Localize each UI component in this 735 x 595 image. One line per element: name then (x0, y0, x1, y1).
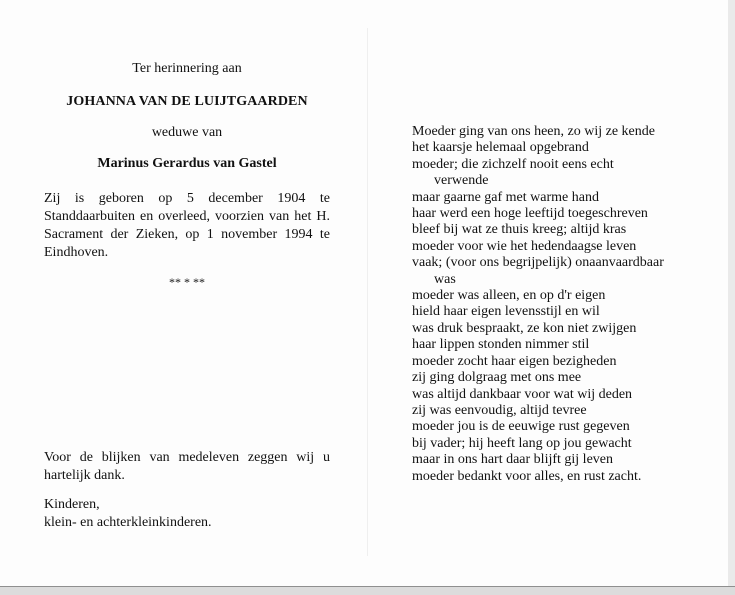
poem-line: was altijd dankbaar voor wat wij deden (412, 386, 633, 402)
card-bottom-line (0, 586, 735, 587)
family-signature (44, 496, 330, 532)
poem-line: hield haar eigen levensstijl en wil (412, 304, 600, 320)
poem-line: moeder was alleen, en op d'r eigen (412, 288, 606, 304)
poem-line: maar gaarne gaf met warme hand (412, 189, 599, 205)
poem-line: haar werd een hoge leeftijd toegeschreven (412, 206, 648, 222)
grandchildren-line: klein- en achterkleinkinderen. (44, 515, 212, 530)
poem-line: moeder jou is de eeuwige rust gegeven (412, 419, 630, 435)
poem-line: moeder; die zichzelf nooit eens echt (412, 156, 614, 172)
poem (412, 124, 712, 485)
biography-text: Zij is geboren op 5 december 1904 te Standdaarbuiten en overleed, voorzien van het H. Sacrament der Zieken, op 1 november 1994 te Eindhoven. (44, 191, 330, 260)
thanks-text: Voor de blijken van medeleven zeggen wij u hartelijk dank. (44, 450, 330, 483)
husband-name: Marinus Gerardus van Gastel (97, 156, 277, 171)
deceased-name: JOHANNA VAN DE LUIJTGAARDEN (66, 94, 308, 109)
poem-line: zij ging dolgraag met ons mee (412, 370, 582, 386)
left-page (44, 60, 330, 291)
page-fold (367, 28, 368, 556)
poem-line: haar lippen stonden nimmer stil (412, 337, 590, 353)
poem-line: Moeder ging van ons heen, zo wij ze kende (412, 124, 655, 139)
poem-line: was druk bespraakt, ze kon niet zwijgen (412, 320, 637, 336)
card-right-edge (728, 0, 735, 595)
widow-text: weduwe van (151, 125, 223, 140)
poem-line: verwende (434, 173, 489, 189)
star-separator: ** * ** (169, 275, 205, 289)
children-line: Kinderen, (44, 497, 100, 512)
poem-line: het kaarsje helemaal opgebrand (412, 140, 589, 156)
poem-line: moeder voor wie het hedendaagse leven (412, 238, 637, 254)
card-bottom-edge (0, 586, 735, 595)
poem-line: moeder bedankt voor alles, en rust zacht. (412, 468, 642, 484)
poem-line: zij was eenvoudig, altijd tevree (412, 402, 587, 418)
poem-line: vaak; (voor ons begrijpelijk) onaanvaardbaar (412, 255, 664, 271)
poem-line: moeder zocht haar eigen bezigheden (412, 353, 617, 369)
poem-line: maar in ons hart daar blijft gij leven (412, 452, 613, 468)
poem-line: was (434, 271, 456, 287)
poem-line: bleef bij wat ze thuis kreeg; altijd kras (412, 222, 627, 238)
poem-line: bij vader; hij heeft lang op jou gewacht (412, 435, 632, 451)
intro-text: Ter herinnering aan (132, 61, 242, 76)
